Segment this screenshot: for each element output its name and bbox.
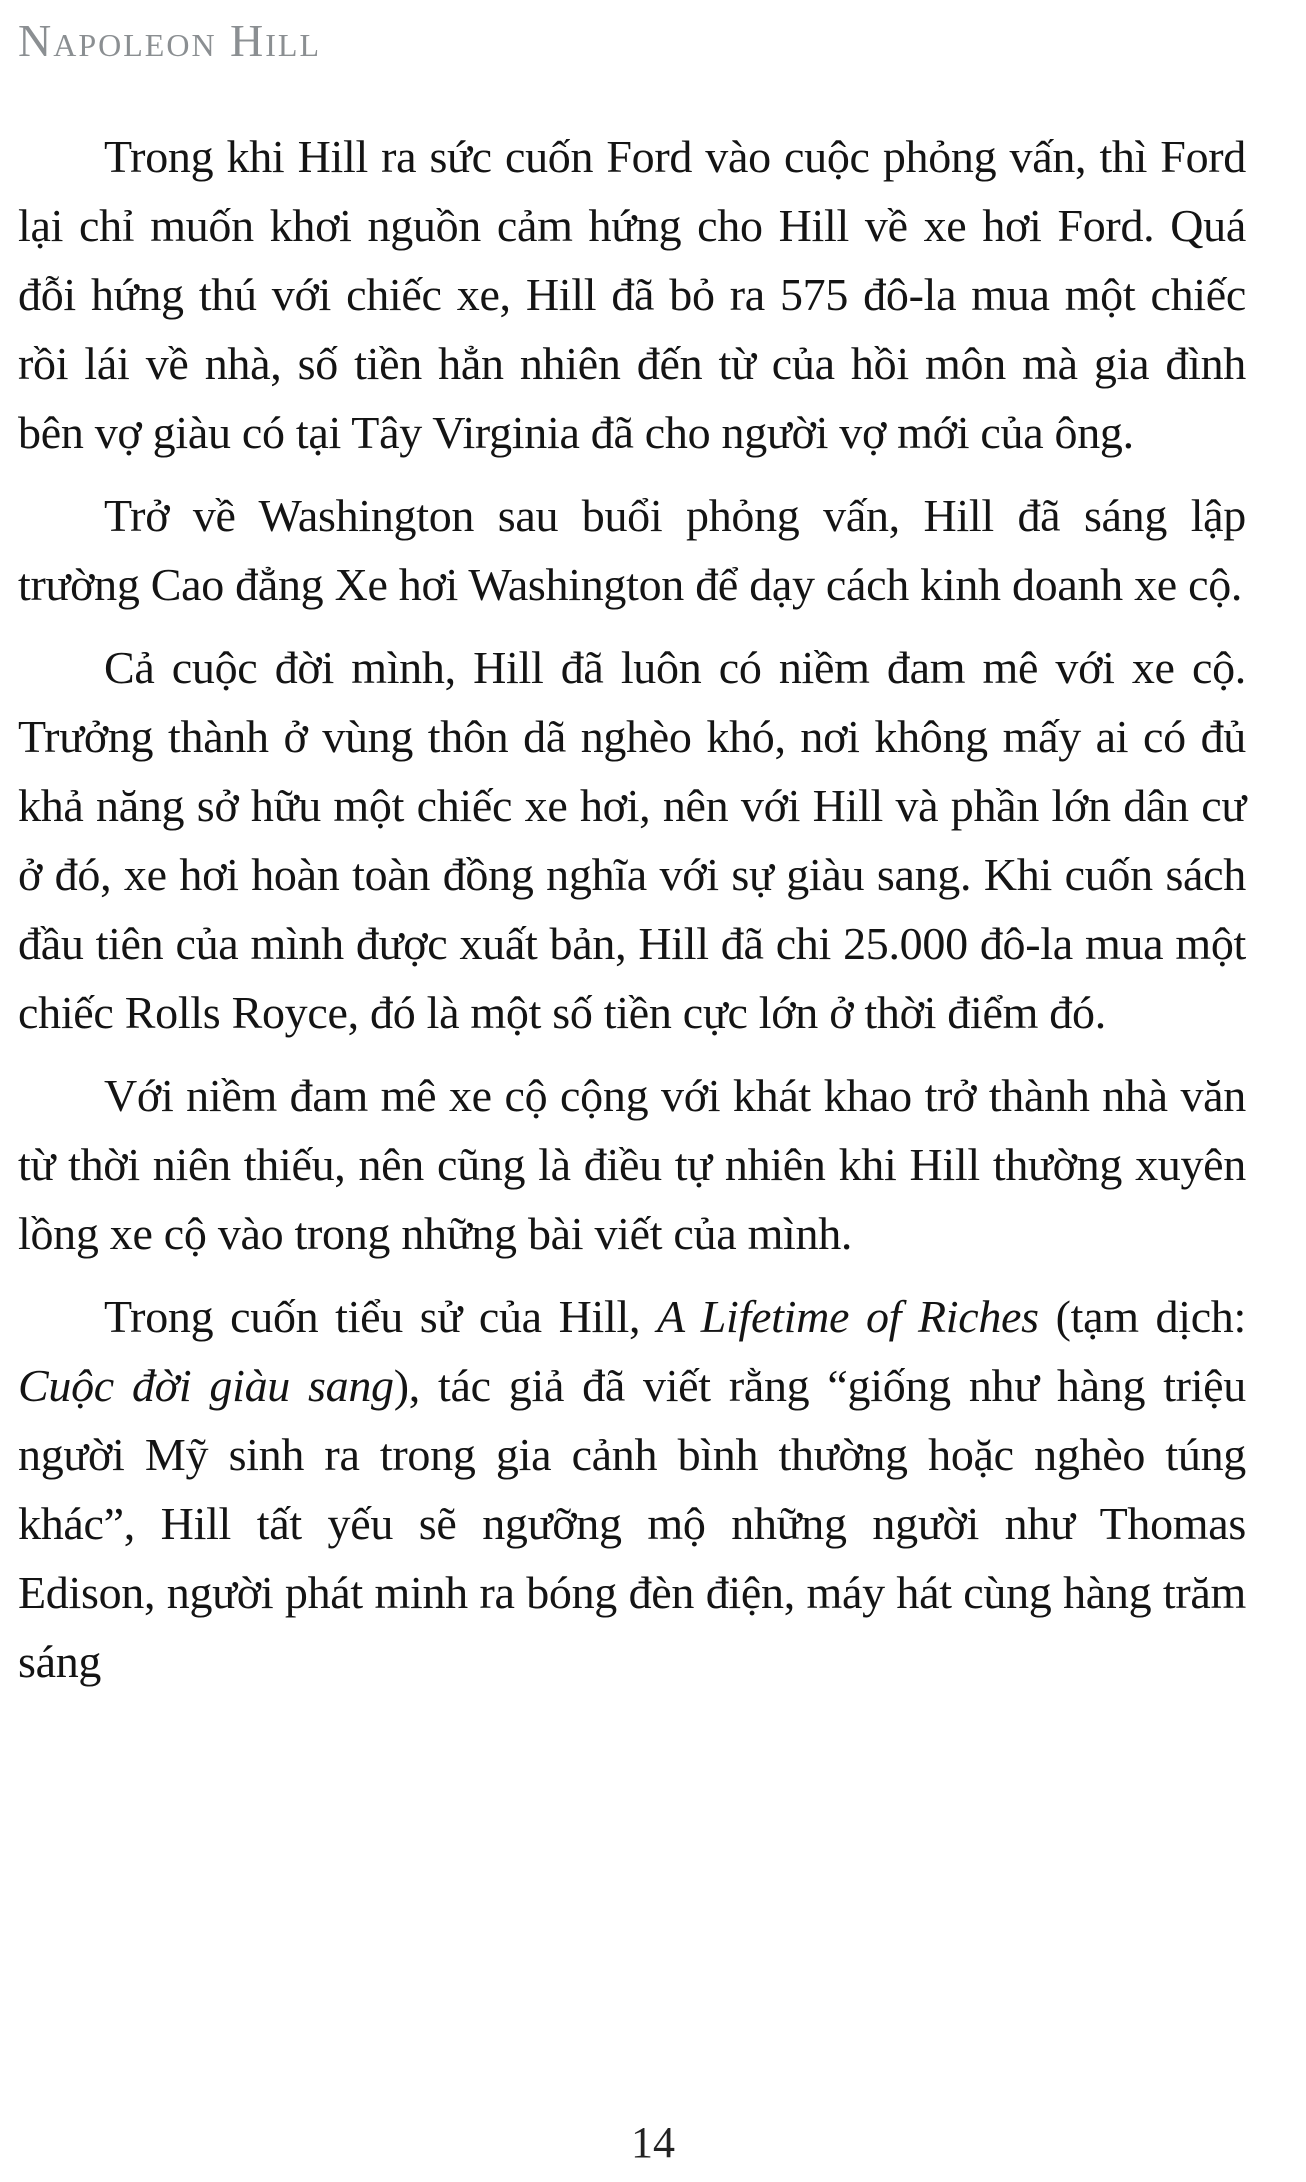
body-text xyxy=(18,122,1246,1696)
page-footer xyxy=(0,2117,1306,2168)
body-paragraph xyxy=(18,1061,1246,1268)
body-paragraph xyxy=(18,1282,1246,1696)
text-run: Cả cuộc đời mình, Hill đã luôn có niềm đam mê với xe cộ. Trưởng thành ở vùng thôn dã nghèo khó, nơi không mấy ai có đủ khả năng sở hữu một chiếc xe hơi, nên với Hill và phần lớn dân cư ở đó, xe hơi hoàn toàn đồng nghĩa với sự giàu sang. Khi cuốn sách đầu tiên của mình được xuất bản, Hill đã chi 25.000 đô-la mua một chiếc Rolls Royce, đó là một số tiền cực lớn ở thời điểm đó. xyxy=(18,642,1246,1038)
text-run: Trở về Washington sau buổi phỏng vấn, Hill đã sáng lập trường Cao đẳng Xe hơi Washington để dạy cách kinh doanh xe cộ. xyxy=(18,490,1246,610)
italic-text-run: Cuộc đời giàu sang xyxy=(18,1360,394,1411)
body-paragraph xyxy=(18,633,1246,1047)
text-run: Với niềm đam mê xe cộ cộng với khát khao trở thành nhà văn từ thời niên thiếu, nên cũng là điều tự nhiên khi Hill thường xuyên lồng xe cộ vào trong những bài viết của mình. xyxy=(18,1070,1246,1259)
italic-text-run: A Lifetime of Riches xyxy=(656,1291,1039,1342)
body-paragraph xyxy=(18,122,1246,467)
page-number: 14 xyxy=(631,2118,675,2167)
text-run: Trong cuốn tiểu sử của Hill, xyxy=(104,1291,657,1342)
running-header-text: Napoleon Hill xyxy=(18,15,322,66)
text-run: (tạm dịch: xyxy=(1038,1291,1246,1342)
text-run: Trong khi Hill ra sức cuốn Ford vào cuộc phỏng vấn, thì Ford lại chỉ muốn khơi nguồn cảm hứng cho Hill về xe hơi Ford. Quá đỗi hứng thú với chiếc xe, Hill đã bỏ ra 575 đô-la mua một chiếc rồi lái về nhà, số tiền hẳn nhiên đến từ của hồi môn mà gia đình bên vợ giàu có tại Tây Virginia đã cho người vợ mới của ông. xyxy=(18,131,1246,458)
running-header xyxy=(18,16,1246,66)
text-run: ), tác giả đã viết rằng “giống như hàng triệu người Mỹ sinh ra trong gia cảnh bình thường hoặc nghèo túng khác”, Hill tất yếu sẽ ngưỡng mộ những người như Thomas Edison, người phát minh ra bóng đèn điện, máy hát cùng hàng trăm sáng xyxy=(18,1360,1246,1687)
body-paragraph xyxy=(18,481,1246,619)
